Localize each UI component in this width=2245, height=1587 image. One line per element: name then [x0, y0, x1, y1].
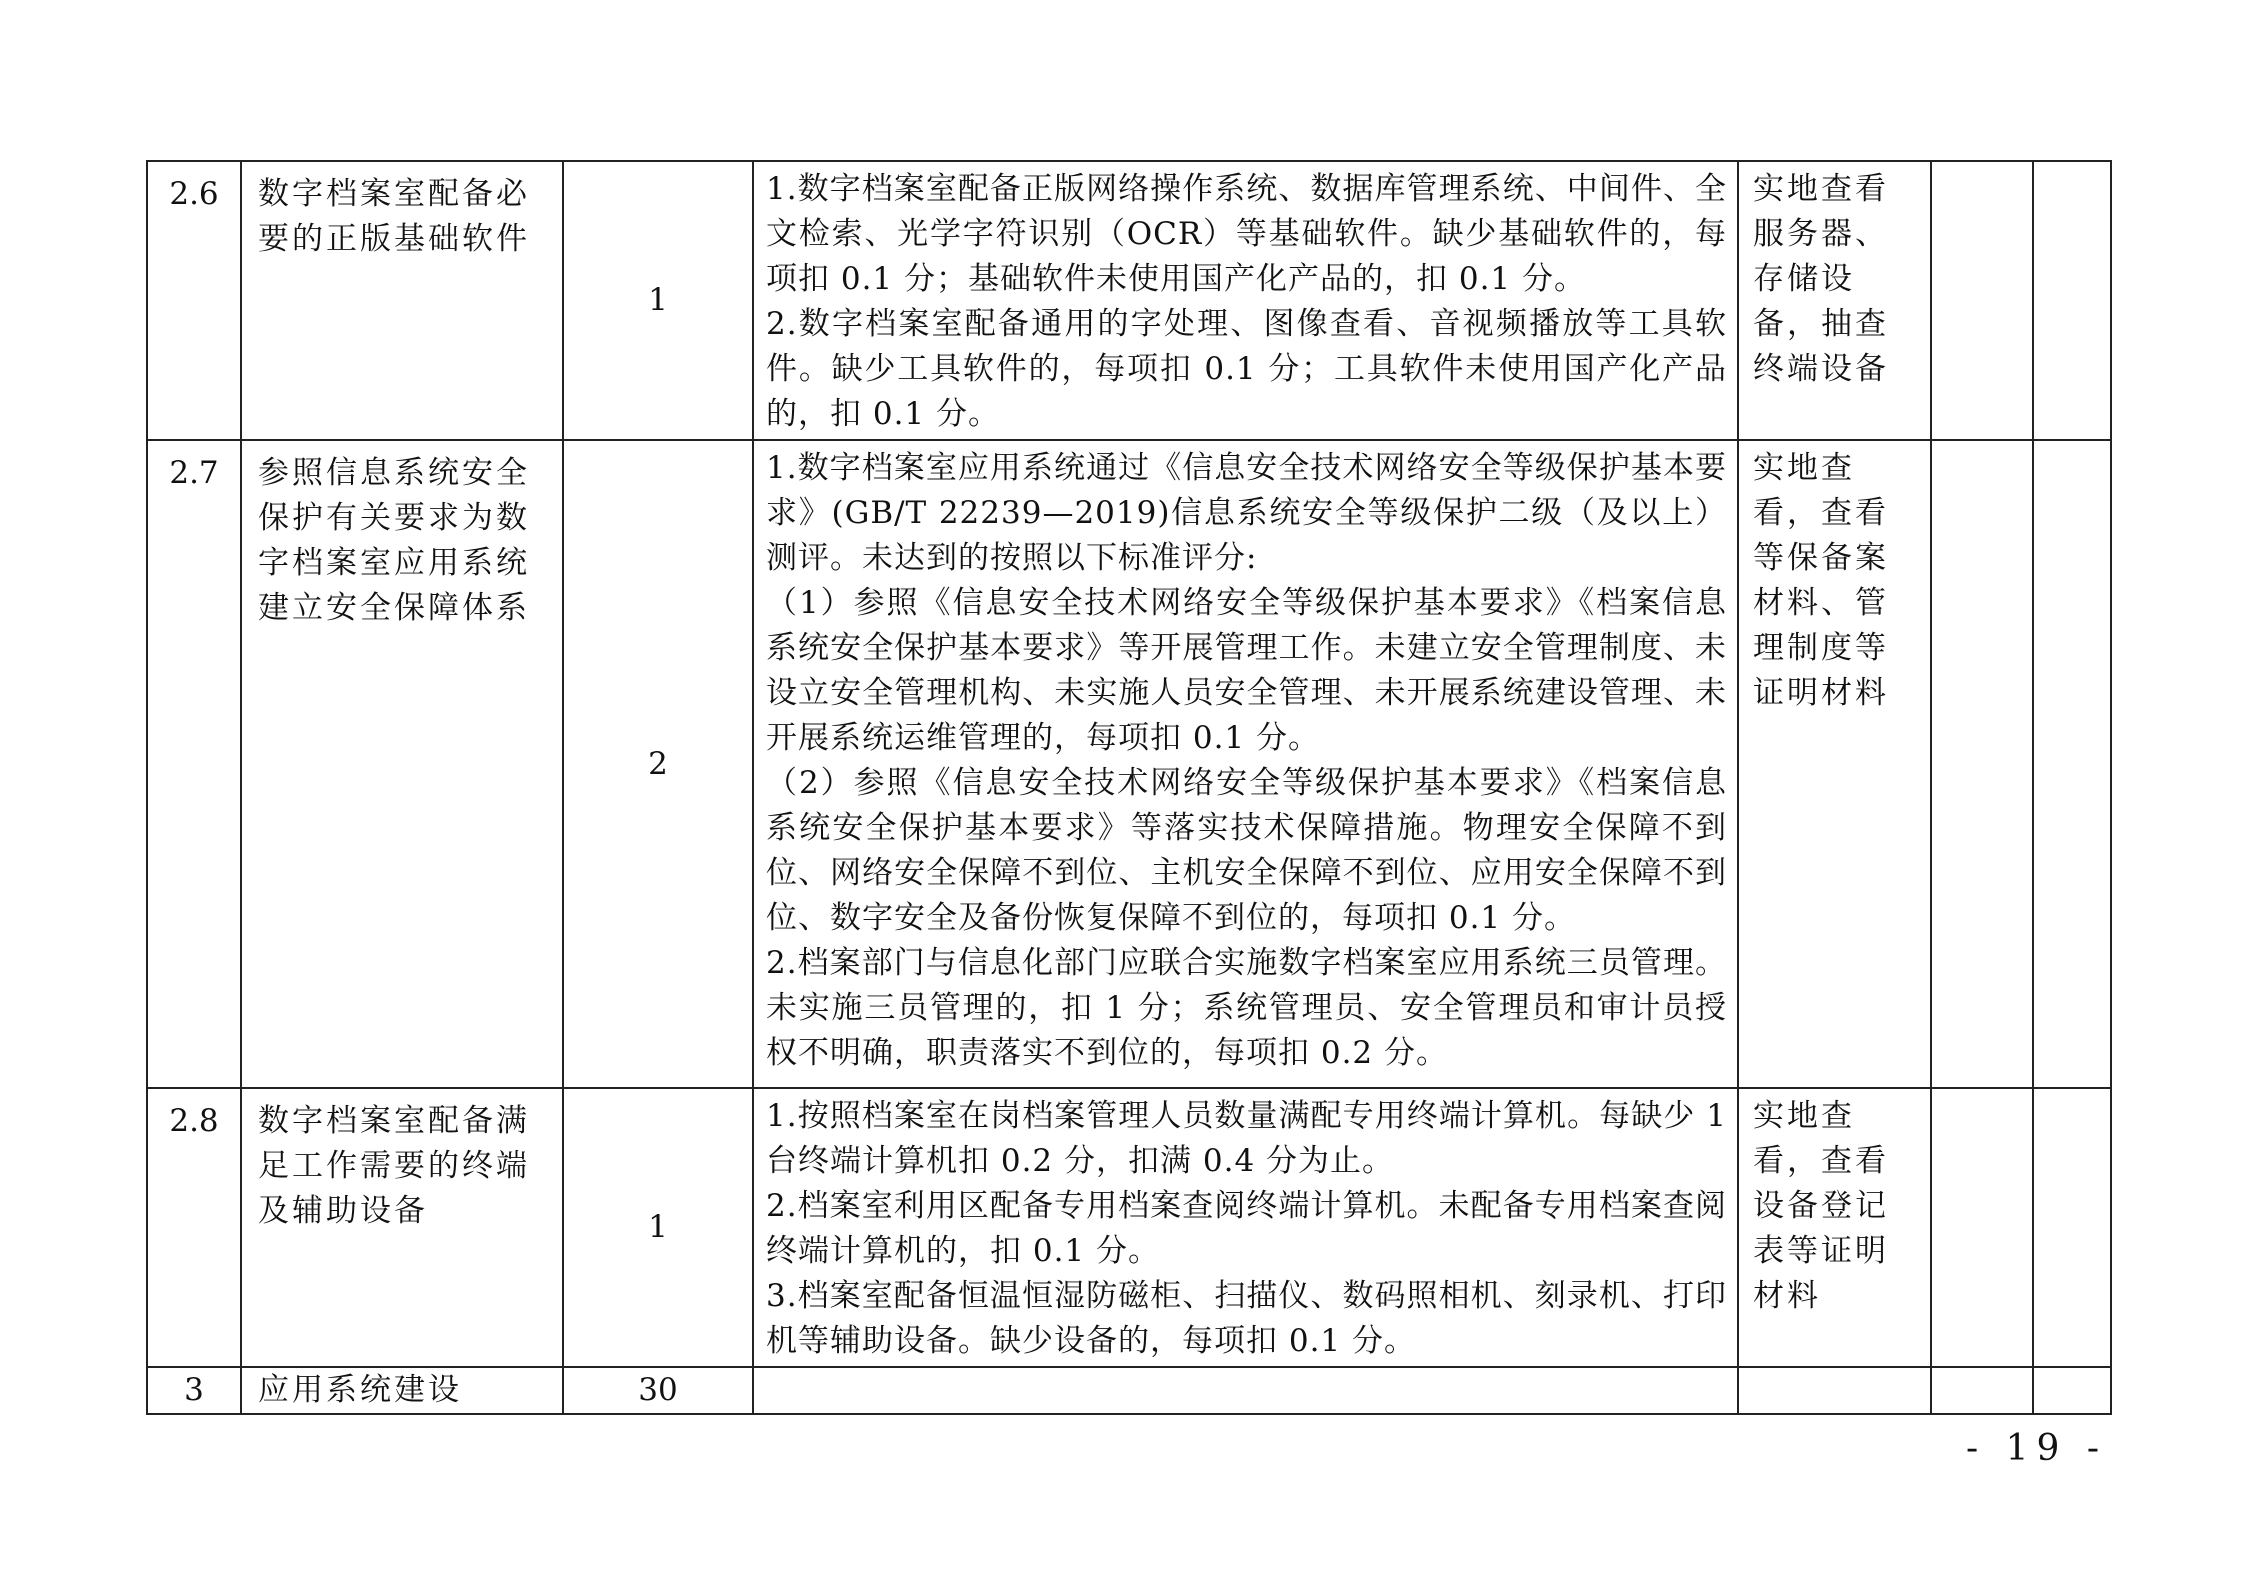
blank-cell: [1738, 1367, 1931, 1414]
blank-cell: [2033, 1367, 2111, 1414]
page-number: - 19 -: [1965, 1428, 2107, 1469]
item-title: 数字档案室配备满足工作需要的终端及辅助设备: [241, 1088, 563, 1367]
criteria-line: 3.档案室配备恒温恒湿防磁柜、扫描仪、数码照相机、刻录机、打印机等辅助设备。缺少设备的，每项扣 0.1 分。: [766, 1278, 1727, 1359]
blank-cell: [2033, 440, 2111, 1088]
blank-cell: [1931, 1367, 2033, 1414]
item-score: 1: [563, 161, 753, 440]
blank-cell: [1931, 161, 2033, 440]
check-method: 实地查看，查看设备登记表等证明材料: [1738, 1088, 1931, 1367]
evaluation-table: [146, 160, 2112, 1415]
item-score: 1: [563, 1088, 753, 1367]
criteria-line: （1）参照《信息安全技术网络安全等级保护基本要求》《档案信息系统安全保护基本要求》等开展管理工作。未建立安全管理制度、未设立安全管理机构、未实施人员安全管理、未开展系统建设管理、未开展系统运维管理的，每项扣 0.1 分。: [766, 585, 1727, 756]
criteria-line: 2.数字档案室配备通用的字处理、图像查看、音视频播放等工具软件。缺少工具软件的，每项扣 0.1 分；工具软件未使用国产化产品的，扣 0.1 分。: [766, 306, 1727, 432]
check-method: 实地查看服务器、存储设备，抽查终端设备: [1738, 161, 1931, 440]
item-criteria: [753, 440, 1738, 1088]
item-title: 应用系统建设: [241, 1367, 563, 1414]
check-method: 实地查看，查看等保备案材料、管理制度等证明材料: [1738, 440, 1931, 1088]
criteria-line: 2.档案部门与信息化部门应联合实施数字档案室应用系统三员管理。未实施三员管理的，扣 1 分；系统管理员、安全管理员和审计员授权不明确，职责落实不到位的，每项扣 0.2 分。: [766, 945, 1727, 1071]
item-number: 3: [147, 1367, 241, 1414]
item-number: 2.7: [147, 440, 241, 1088]
table-row: [147, 161, 2111, 440]
item-score: 30: [563, 1367, 753, 1414]
item-score: 2: [563, 440, 753, 1088]
item-title: 参照信息系统安全保护有关要求为数字档案室应用系统建立安全保障体系: [241, 440, 563, 1088]
criteria-line: 1.按照档案室在岗档案管理人员数量满配专用终端计算机。每缺少 1 台终端计算机扣 0.2 分，扣满 0.4 分为止。: [766, 1098, 1727, 1179]
blank-cell: [2033, 1088, 2111, 1367]
blank-cell: [1931, 440, 2033, 1088]
blank-cell: [2033, 161, 2111, 440]
item-criteria: [753, 161, 1738, 440]
blank-cell: [753, 1367, 1738, 1414]
item-number: 2.8: [147, 1088, 241, 1367]
table-row: [147, 1088, 2111, 1367]
blank-cell: [1931, 1088, 2033, 1367]
table-row: [147, 1367, 2111, 1414]
item-criteria: [753, 1088, 1738, 1367]
item-title: 数字档案室配备必要的正版基础软件: [241, 161, 563, 440]
criteria-line: （2）参照《信息安全技术网络安全等级保护基本要求》《档案信息系统安全保护基本要求》等落实技术保障措施。物理安全保障不到位、网络安全保障不到位、主机安全保障不到位、应用安全保障不到位、数字安全及备份恢复保障不到位的，每项扣 0.1 分。: [766, 765, 1727, 936]
table-row: [147, 440, 2111, 1088]
criteria-line: 1.数字档案室配备正版网络操作系统、数据库管理系统、中间件、全文检索、光学字符识别（OCR）等基础软件。缺少基础软件的，每项扣 0.1 分；基础软件未使用国产化产品的，扣 0.1 分。: [766, 171, 1727, 297]
criteria-line: 2.档案室利用区配备专用档案查阅终端计算机。未配备专用档案查阅终端计算机的，扣 0.1 分。: [766, 1188, 1727, 1269]
criteria-line: 1.数字档案室应用系统通过《信息安全技术网络安全等级保护基本要求》(GB/T 22239—2019)信息系统安全等级保护二级（及以上）测评。未达到的按照以下标准评分:: [766, 450, 1727, 576]
item-number: 2.6: [147, 161, 241, 440]
